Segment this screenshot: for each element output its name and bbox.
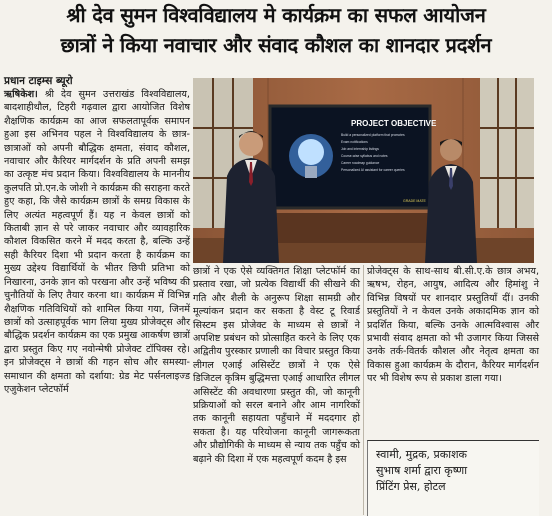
imprint-line-2: सुभाष शर्मा द्वारा कृष्णा [376,464,468,477]
imprint-line-1: स्वामी, मुद्रक, प्रकाशक [376,448,468,461]
slide-bullet: Career roadmap guidance [341,161,380,165]
slide-bullet: Job and internship listings [341,147,379,151]
slide-footer: GRADE MATE [403,199,426,203]
window-right [480,78,534,228]
dateline: ऋषिकेश। [4,89,38,100]
article-column-left [4,74,190,396]
byline: प्रधान टाइम्स ब्यूरो [4,75,73,87]
imprint-box [367,440,539,516]
table [273,213,443,243]
event-photo-illustration [193,78,534,263]
imprint-line-3: प्रिंटिंग प्रेस, होटल [376,480,446,493]
slide-bullet: Exam notifications [341,140,368,144]
event-photo [193,78,534,263]
article-column-right [367,265,539,386]
headline-line-2: छात्रों ने किया नवाचार और संवाद कौशल का शानदार प्रदर्शन [60,33,492,57]
article-text-right: प्रोजेक्ट्स के साथ-साथ बी.सी.ए.के छात्र अभय, ऋषभ, रोहन, आयुष, आदित्य और हिमांशु ने विभिन्न विषयों पर शानदार प्रस्तुतियाँ दीं। उनकी प्रस्तुतियों ने न केवल उनके अकादमिक ज्ञान को प्रदर्शित किया, बल्कि उनके आत्मविश्वास और प्रभावी संवाद क्षमता को भी उजागर किया जिससे उनके तर्क-वितर्क कौशल और नेतृत्व क्षमता का विकास हुआ कार्यक्रम के दौरान, कैरियर मार्गदर्शन पर भी विशेष रूप से प्रकाश डाला गया। [367,266,539,385]
slide-bullet: Personalized AI assistant for career queries [341,168,405,172]
headline [0,0,552,68]
slide-bullet: Build a personalized platform that promotes [341,133,405,137]
column-divider [363,265,364,515]
slide-title: PROJECT OBJECTIVE [351,119,437,128]
article-body-left [4,88,190,396]
slide-bullet: Course-wise syllabus and notes [341,154,388,158]
article-text-middle: छात्रों ने एक ऐसे व्यक्तिगत शिक्षा प्लेटफॉर्म का प्रस्ताव रखा, जो प्रत्येक विद्यार्थी की सीखने की गति और शैली के अनुरूप शिक्षा सामग्री और मूल्यांकन प्रदान कर सकता है वेस्ट टू रिवार्ड सिस्टम इस प्रोजेक्ट के माध्यम से छात्रों ने अपशिष्ट प्रबंधन को प्रोत्साहित करने के लिए एक अद्वितीय पुरस्कार प्रणाली का विचार प्रस्तुत किया लीगल एआई असिस्टेंट छात्रों ने एक ऐसे डिजिटल कृत्रिम बुद्धिमत्ता एआई आधारित लीगल असिस्टेंट की अवधारणा प्रस्तुत की, जो कानूनी प्रक्रियाओं को सरल बनाने और आम नागरिकों तक कानूनी सहायता पहुँचाने में मददगार हो सकता है। यह परियोजना कानूनी जागरूकता और प्रौद्योगिकी के माध्यम से न्याय तक पहुँच को बढ़ाने की दिशा में एक महत्वपूर्ण कदम है इस [193,266,360,465]
article-text-left: श्री देव सुमन उत्तराखंड विश्वविद्यालय, बादशाहीथौल, टिहरी गढ़वाल द्वारा आयोजित विशेष शैक्षणिक कार्यक्रम का आज सफलतापूर्वक समापन हुआ इस अभिनव पहल ने विश्वविद्यालय के छात्र-छात्राओं को अपनी बौद्धिक क्षमता, संवाद कौशल, नवाचार और कैरियर मार्गदर्शन के प्रति अपनी समझ का उत्कृष्ट मंच प्रदान किया। विश्वविद्यालय के माननीय कुलपति प्रो.एन.के जोशी ने कार्यक्रम की सराहना करते हुए कहा, कि जैसे कार्यक्रम छात्रों के समग्र विकास के लिए अत्यंत महत्वपूर्ण हैं। यह न केवल छात्रों को किताबी ज्ञान से परे जाकर नवाचार और व्यावहारिक कौशल विकसित करने में मदद करता है, बल्कि उन्हें सही कैरियर दिशा भी प्रदान करता है कार्यक्रम का मुख्य उद्देश्य विद्यार्थियों के भीतर छिपी प्रतिभा को निखारना, उनके ज्ञान को परखना और उन्हें भविष्य की चुनौतियों के लिए तैयार करना था। कार्यक्रम में विभिन्न शैक्षणिक गतिविधियों को शामिल किया गया, जिनमें छात्रों को उत्साहपूर्वक भाग लिया मुख्य प्रोजेक्ट्स और बौद्धिक प्रदर्शन कार्यक्रम का एक प्रमुख आकर्षण छात्रों द्वारा प्रस्तुत किए गए नवोन्मेषी प्रोजेक्ट टॉपिक्स रहे। इन प्रोजेक्ट्स ने छात्रों की गहन सोच और समस्या-समाधान की क्षमता को दर्शाया: ग्रेड मेट पर्सनलाइज्ड एजुकेशन प्लेटफॉर्म [4,89,190,395]
headline-line-1: श्री देव सुमन विश्वविद्यालय मे कार्यक्रम का सफल आयोजन [66,3,486,27]
article-column-middle [193,265,360,466]
